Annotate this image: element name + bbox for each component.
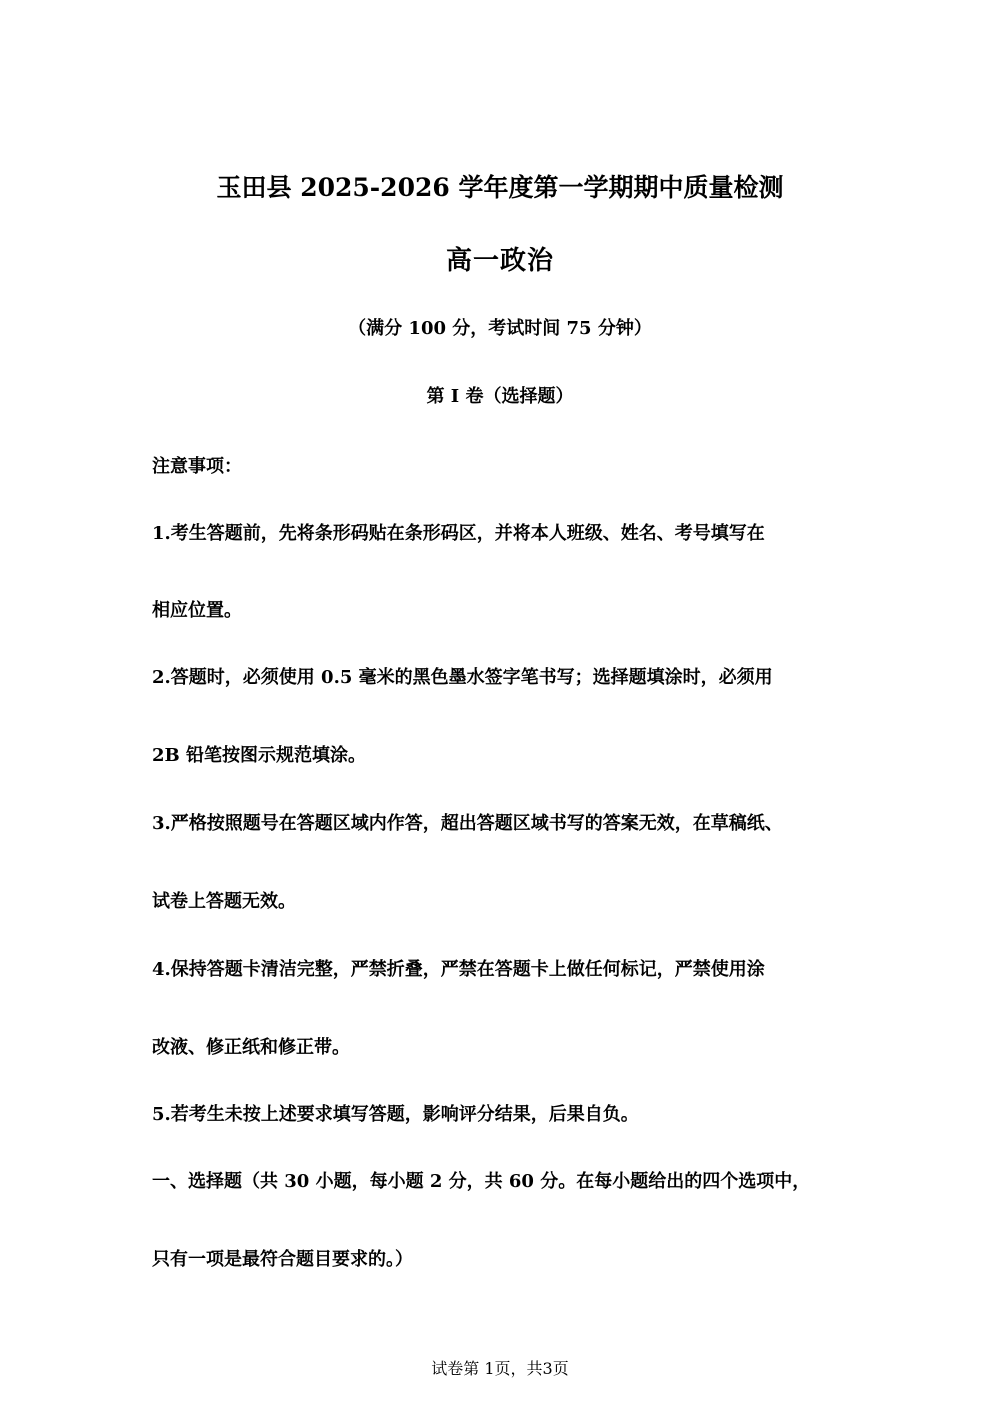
exam-subject: 高一政治 [445,246,554,276]
notice-line: 3.严格按照题号在答题区域内作答，超出答题区域书写的答案无效，在草稿纸、 [152,813,783,834]
section-heading: 第 I 卷（选择题） [426,386,574,407]
page-footer: 试卷第 1页，共3页 [431,1359,569,1378]
notice-line: 试卷上答题无效。 [152,891,296,912]
notice-line: 5.若考生未按上述要求填写答题，影响评分结果，后果自负。 [152,1104,639,1125]
notice-line: 相应位置。 [152,600,242,621]
notice-line: 4.保持答题卡清洁完整，严禁折叠，严禁在答题卡上做任何标记，严禁使用涂 [152,959,765,980]
notice-heading: 注意事项： [152,456,242,477]
notice-line: 2.答题时，必须使用 0.5 毫米的黑色墨水签字笔书写；选择题填涂时，必须用 [152,667,773,688]
part-one-instruction: 只有一项是最符合题目要求的。） [152,1249,413,1270]
notice-line: 改液、修正纸和修正带。 [152,1037,350,1058]
part-one-instruction: 一、选择题（共 30 小题，每小题 2 分，共 60 分。在每小题给出的四个选项中， [152,1171,811,1192]
exam-title: 玉田县 2025-2026 学年度第一学期期中质量检测 [216,173,784,202]
exam-info: （满分 100 分，考试时间 75 分钟） [348,318,652,339]
notice-line: 1.考生答题前，先将条形码贴在条形码区，并将本人班级、姓名、考号填写在 [152,523,765,544]
notice-line: 2B 铅笔按图示规范填涂。 [152,745,367,766]
